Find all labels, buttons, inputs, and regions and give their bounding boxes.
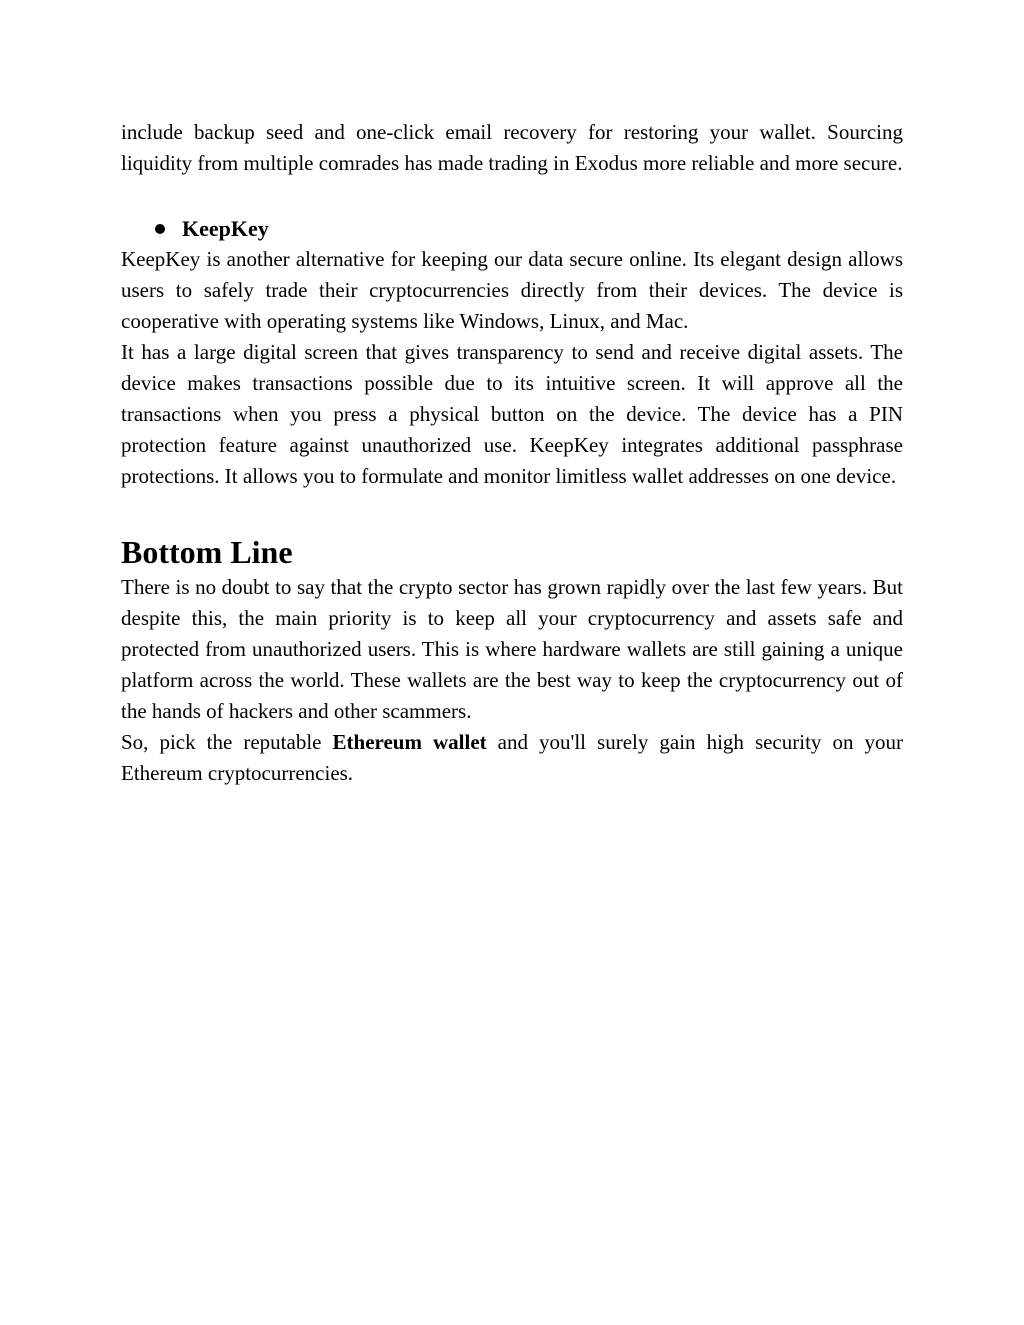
keepkey-paragraph-1: KeepKey is another alternative for keeping our data secure online. Its elegant design allows users to safely trade their cryptocurrencies directly from their devices. The device is cooperative with operating systems like Windows, Linux, and Mac. bbox=[121, 247, 903, 333]
bullet-item-keepkey bbox=[121, 213, 903, 244]
paragraph-text-after: and you'll surely gain high security on your Ethereum cryptocurrencies. bbox=[121, 730, 903, 785]
intro-paragraph: include backup seed and one-click email recovery for restoring your wallet. Sourcing liquidity from multiple comrades has made trading in Exodus more reliable and more secure. bbox=[121, 120, 903, 175]
bullet-label: KeepKey bbox=[182, 215, 269, 241]
section-heading-bottom-line: Bottom Line bbox=[121, 534, 293, 570]
document-page bbox=[121, 117, 903, 789]
bullet-icon bbox=[155, 224, 165, 234]
paragraph-text-before: So, pick the reputable bbox=[121, 730, 333, 754]
ethereum-wallet-bold-text: Ethereum wallet bbox=[332, 730, 487, 754]
bottom-line-paragraph-2 bbox=[121, 727, 903, 789]
bottom-line-paragraph-1: There is no doubt to say that the crypto sector has grown rapidly over the last few years. But despite this, the main priority is to keep all your cryptocurrency and assets safe and protected from unauthorized users. This is where hardware wallets are still gaining a unique platform across the world. These wallets are the best way to keep the cryptocurrency out of the hands of hackers and other scammers. bbox=[121, 575, 903, 723]
keepkey-paragraph-2: It has a large digital screen that gives transparency to send and receive digital assets. The device makes transactions possible due to its intuitive screen. It will approve all the transactions when you press a physical button on the device. The device has a PIN protection feature against unauthorized use. KeepKey integrates additional passphrase protections. It allows you to formulate and monitor limitless wallet addresses on one device. bbox=[121, 340, 903, 488]
